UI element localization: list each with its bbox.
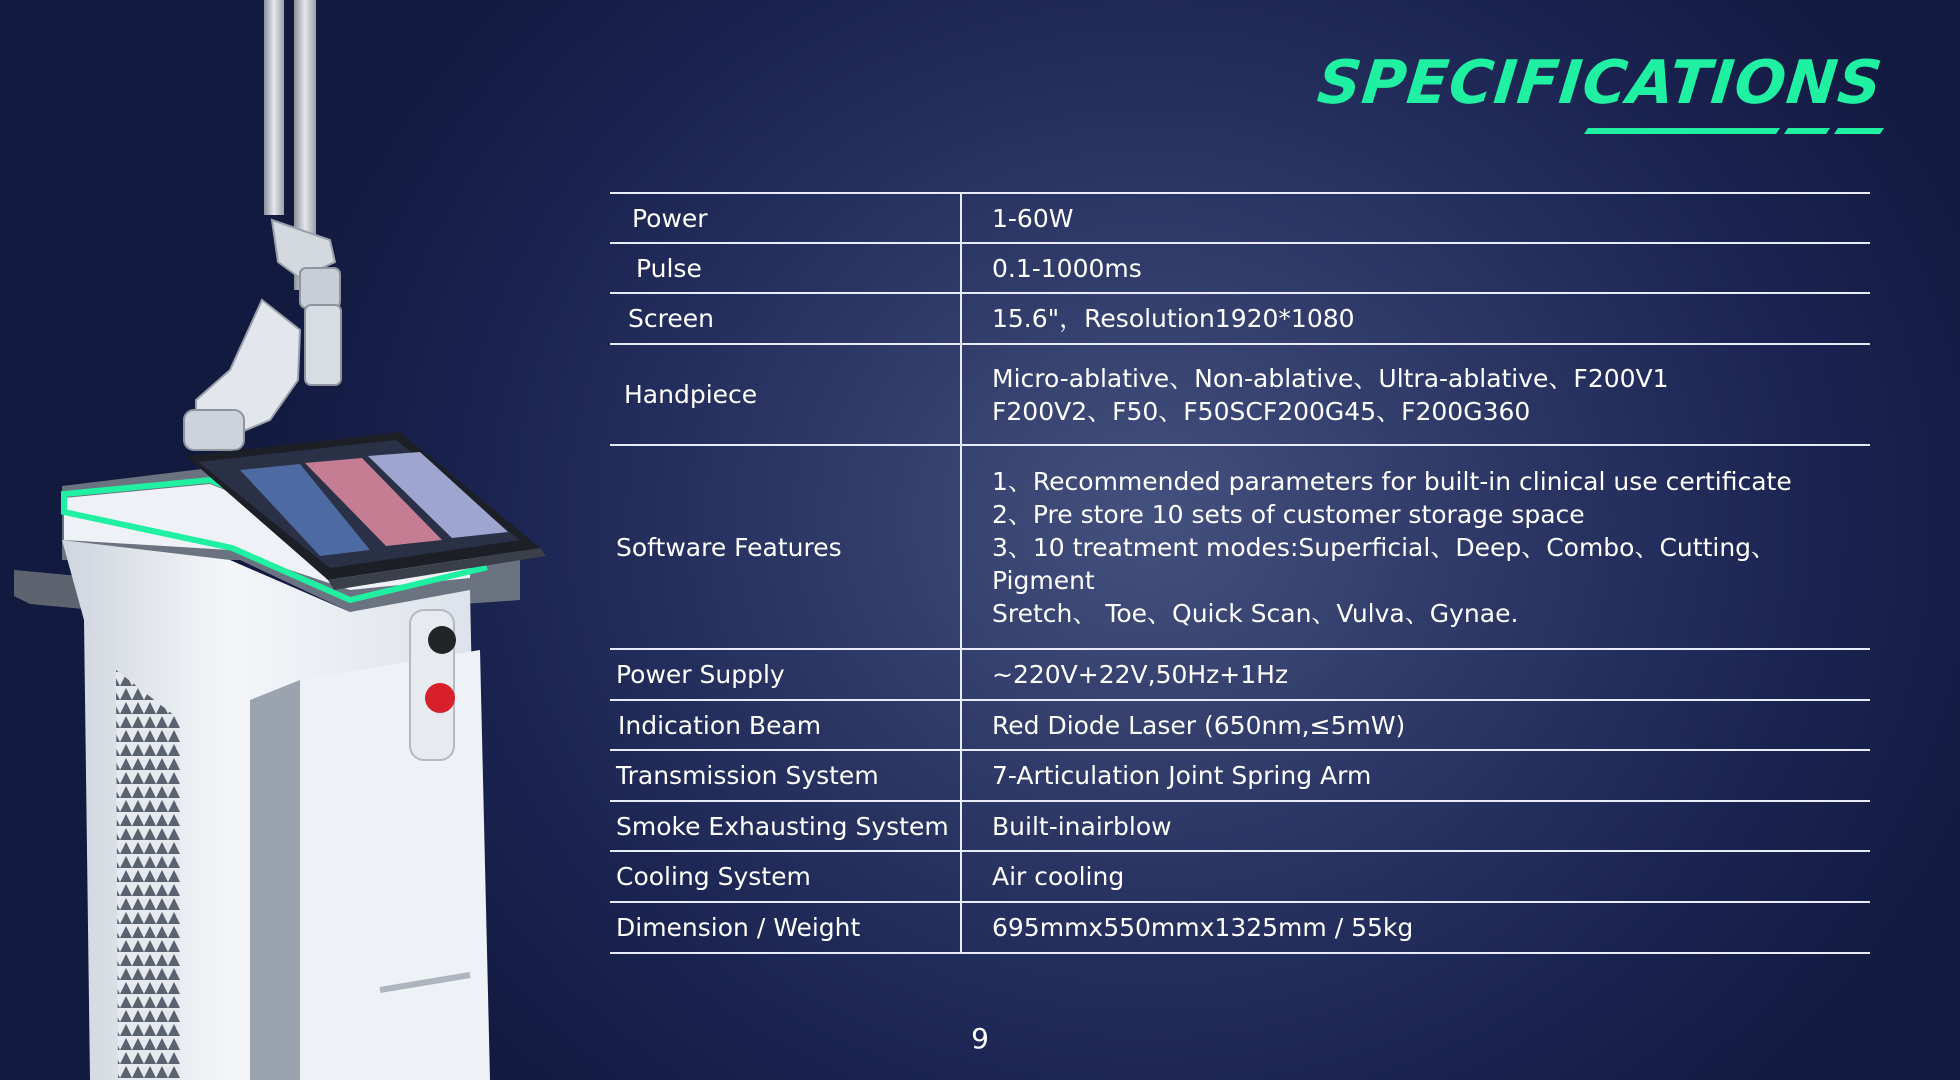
table-row bbox=[610, 750, 1870, 801]
table-row bbox=[610, 801, 1870, 851]
table-row bbox=[610, 344, 1870, 445]
table-row bbox=[610, 700, 1870, 750]
page-number: 9 bbox=[971, 1022, 989, 1055]
spec-value: Air cooling bbox=[961, 851, 1870, 902]
spec-label: Indication Beam bbox=[610, 700, 961, 750]
table-row bbox=[610, 193, 1870, 243]
table-row bbox=[610, 293, 1870, 344]
spec-value: ~220V+22V,50Hz+1Hz bbox=[961, 649, 1870, 700]
spec-value: 15.6"，Resolution1920*1080 bbox=[961, 293, 1870, 344]
table-row bbox=[610, 902, 1870, 953]
spec-label: Handpiece bbox=[610, 344, 961, 445]
spec-value: 1-60W bbox=[961, 193, 1870, 243]
spec-label: Smoke Exhausting System bbox=[610, 801, 961, 851]
spec-label: Software Features bbox=[610, 445, 961, 649]
specifications-table bbox=[610, 192, 1870, 954]
table-row bbox=[610, 243, 1870, 293]
spec-value: 1、Recommended parameters for built-in clinical use certificate 2、Pre store 10 sets of customer storage space 3、10 treatment modes:Superficial、Deep、Combo、Cutting、Pigment Sretch、 Toe、Quick Scan、Vulva、Gynae. bbox=[961, 445, 1870, 649]
spec-value: 0.1-1000ms bbox=[961, 243, 1870, 293]
spec-label: Dimension / Weight bbox=[610, 902, 961, 953]
table-row bbox=[610, 851, 1870, 902]
spec-label: Transmission System bbox=[610, 750, 961, 801]
table-row bbox=[610, 649, 1870, 700]
spec-label: Power bbox=[610, 193, 961, 243]
spec-label: Screen bbox=[610, 293, 961, 344]
spec-label: Power Supply bbox=[610, 649, 961, 700]
spec-value: 695mmx550mmx1325mm / 55kg bbox=[961, 902, 1870, 953]
table-row bbox=[610, 445, 1870, 649]
spec-value: 7-Articulation Joint Spring Arm bbox=[961, 750, 1870, 801]
spec-value: Built-inairblow bbox=[961, 801, 1870, 851]
spec-value: Micro-ablative、Non-ablative、Ultra-ablative、F200V1 F200V2、F50、F50SCF200G45、F200G360 bbox=[961, 344, 1870, 445]
laser-machine-image bbox=[0, 0, 560, 1080]
spec-label: Cooling System bbox=[610, 851, 961, 902]
spec-value: Red Diode Laser (650nm,≤5mW) bbox=[961, 700, 1870, 750]
title-underline-decoration bbox=[1584, 128, 1884, 134]
spec-label: Pulse bbox=[610, 243, 961, 293]
page-title: SPECIFICATIONS bbox=[1314, 48, 1886, 118]
